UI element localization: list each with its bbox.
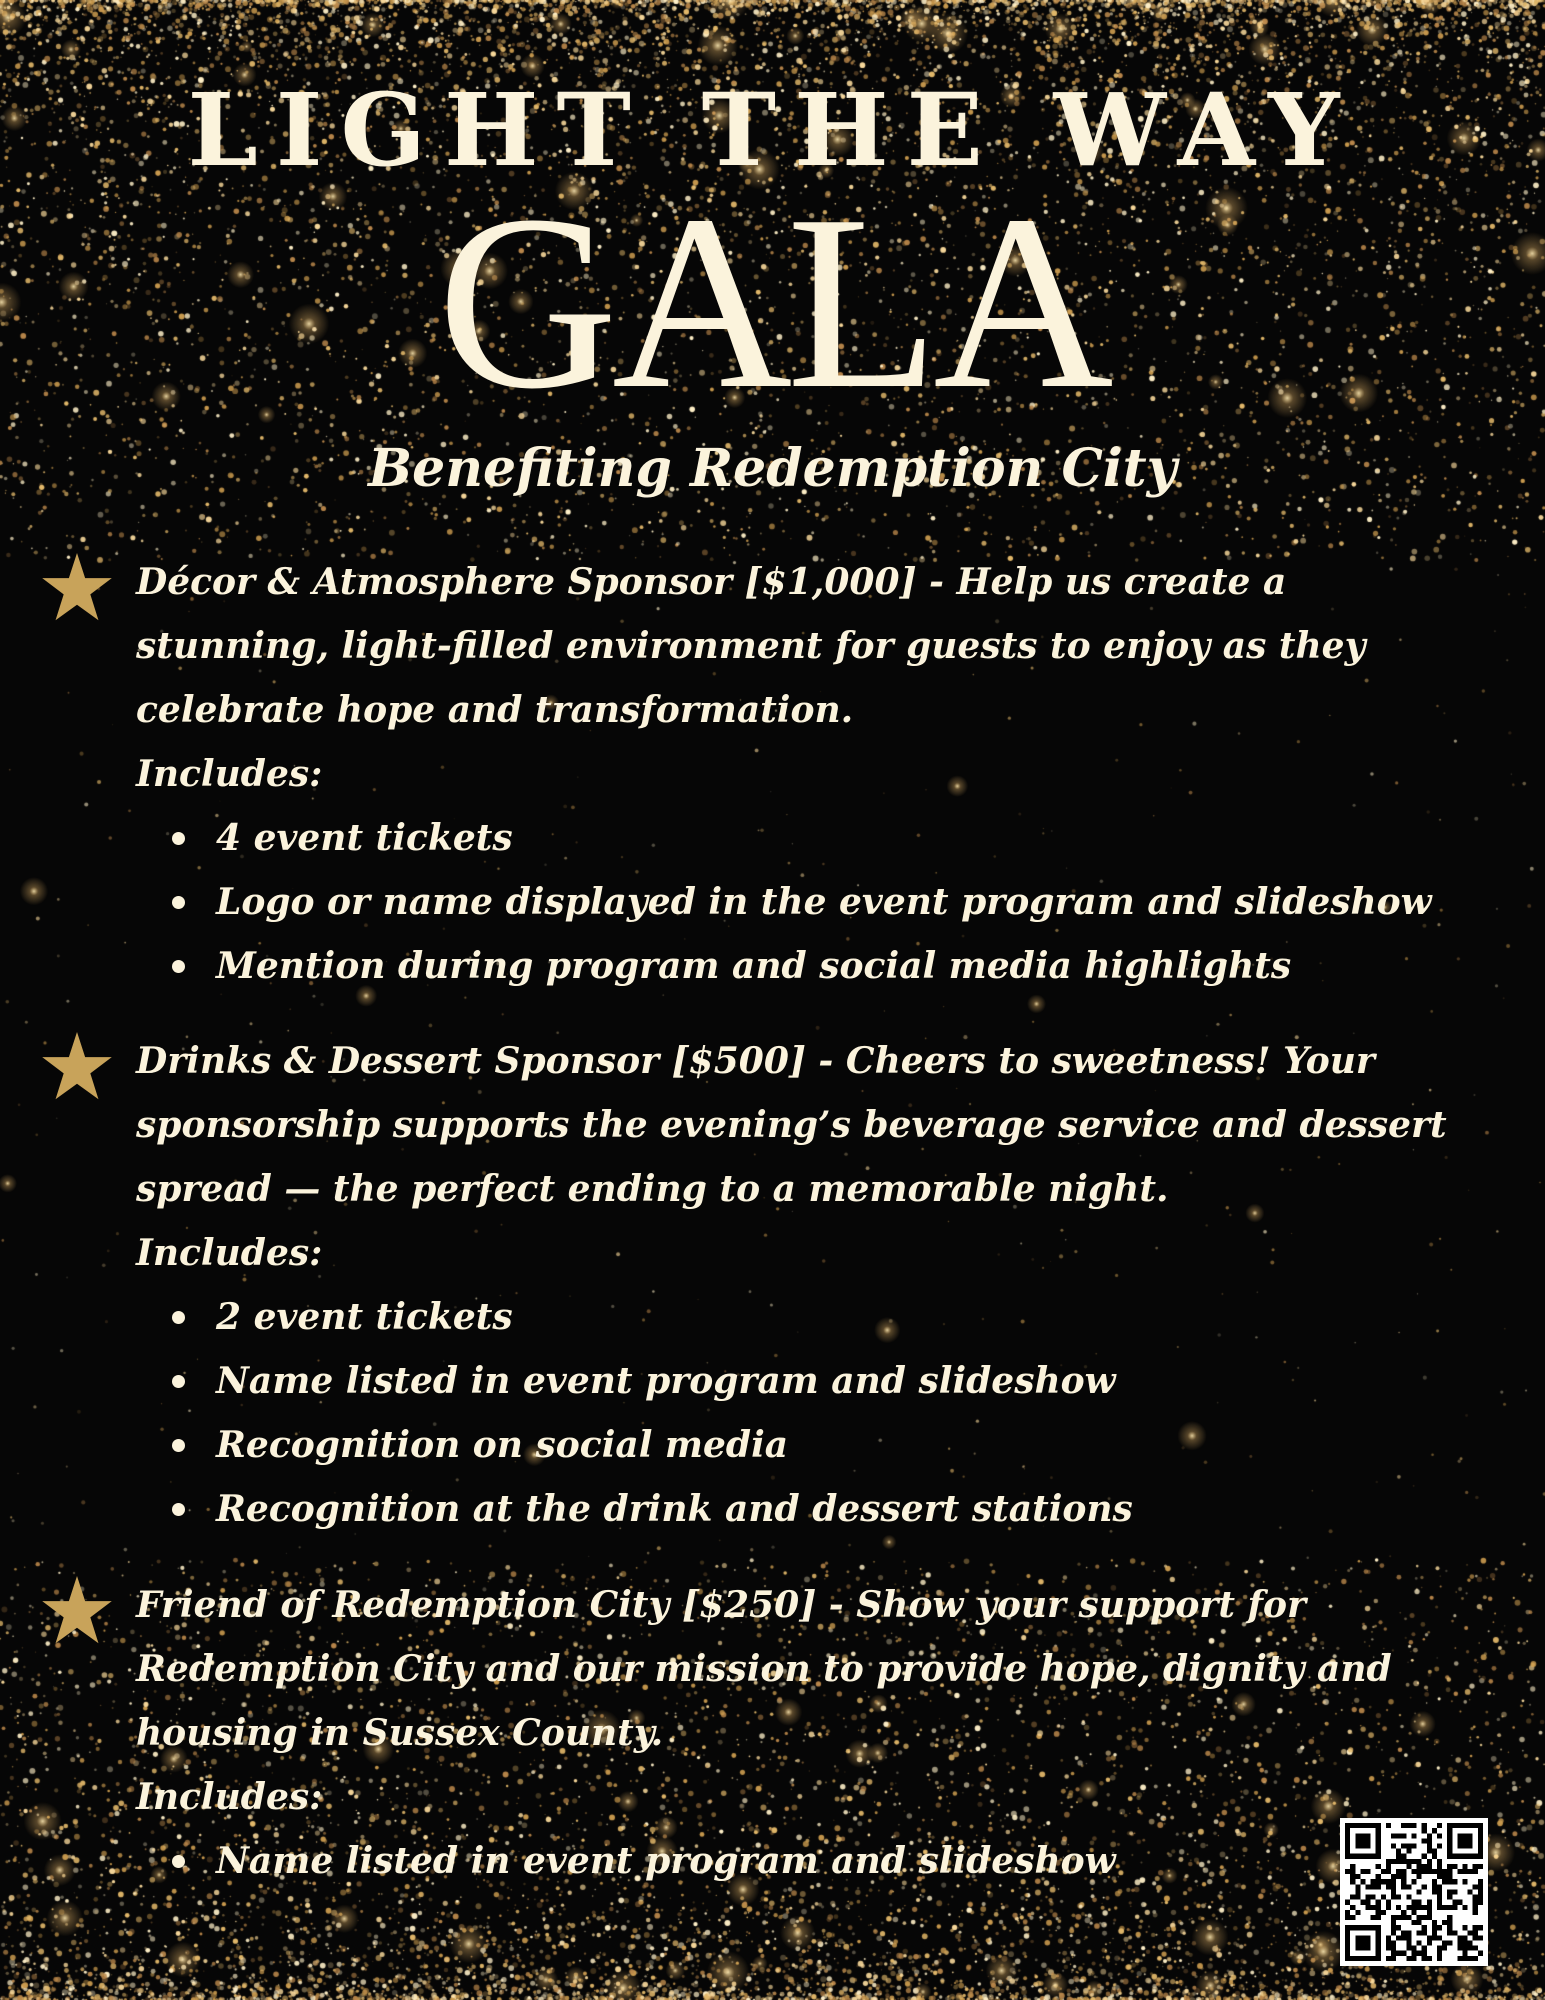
- includes-label: Includes:: [136, 1776, 323, 1818]
- includes-list: [136, 1829, 1460, 1893]
- list-item: Name listed in event program and slideshow: [136, 1349, 1460, 1413]
- includes-list: [136, 806, 1460, 998]
- sponsor-tier-friend: [40, 1573, 1460, 1893]
- sponsor-tier-drinks: [40, 1029, 1460, 1541]
- tier-heading: Friend of Redemption City [$250] - Show your support for Redemption City and our mission to provide hope, dignity and housing in Sussex County.: [136, 1584, 1392, 1754]
- list-item: 4 event tickets: [136, 806, 1460, 870]
- list-item: 2 event tickets: [136, 1285, 1460, 1349]
- title-line-2: GALA: [437, 164, 1108, 441]
- tier-heading: Décor & Atmosphere Sponsor [$1,000] - Help us create a stunning, light-filled environment for guests to enjoy as they celebrate hope and transformation.: [136, 561, 1366, 731]
- title-line-1: LIGHT THE WAY: [187, 71, 1358, 189]
- includes-list: [136, 1285, 1460, 1541]
- star-icon: [40, 1573, 114, 1647]
- list-item: Recognition at the drink and dessert stations: [136, 1477, 1460, 1541]
- star-icon: [40, 1029, 114, 1103]
- includes-label: Includes:: [136, 753, 323, 795]
- list-item: Recognition on social media: [136, 1413, 1460, 1477]
- star-icon: [40, 550, 114, 624]
- tier-heading: Drinks & Dessert Sponsor [$500] - Cheers to sweetness! Your sponsorship supports the evening’s beverage service and dessert spread — the perfect ending to a memorable night.: [136, 1040, 1447, 1210]
- list-item: Mention during program and social media highlights: [136, 934, 1460, 998]
- subtitle: Benefiting Redemption City: [368, 438, 1177, 499]
- list-item: Name listed in event program and slideshow: [136, 1829, 1460, 1893]
- includes-label: Includes:: [136, 1232, 323, 1274]
- list-item: Logo or name displayed in the event program and slideshow: [136, 870, 1460, 934]
- sponsor-tier-decor: [40, 550, 1460, 998]
- qr-code-icon[interactable]: [1340, 1818, 1488, 1966]
